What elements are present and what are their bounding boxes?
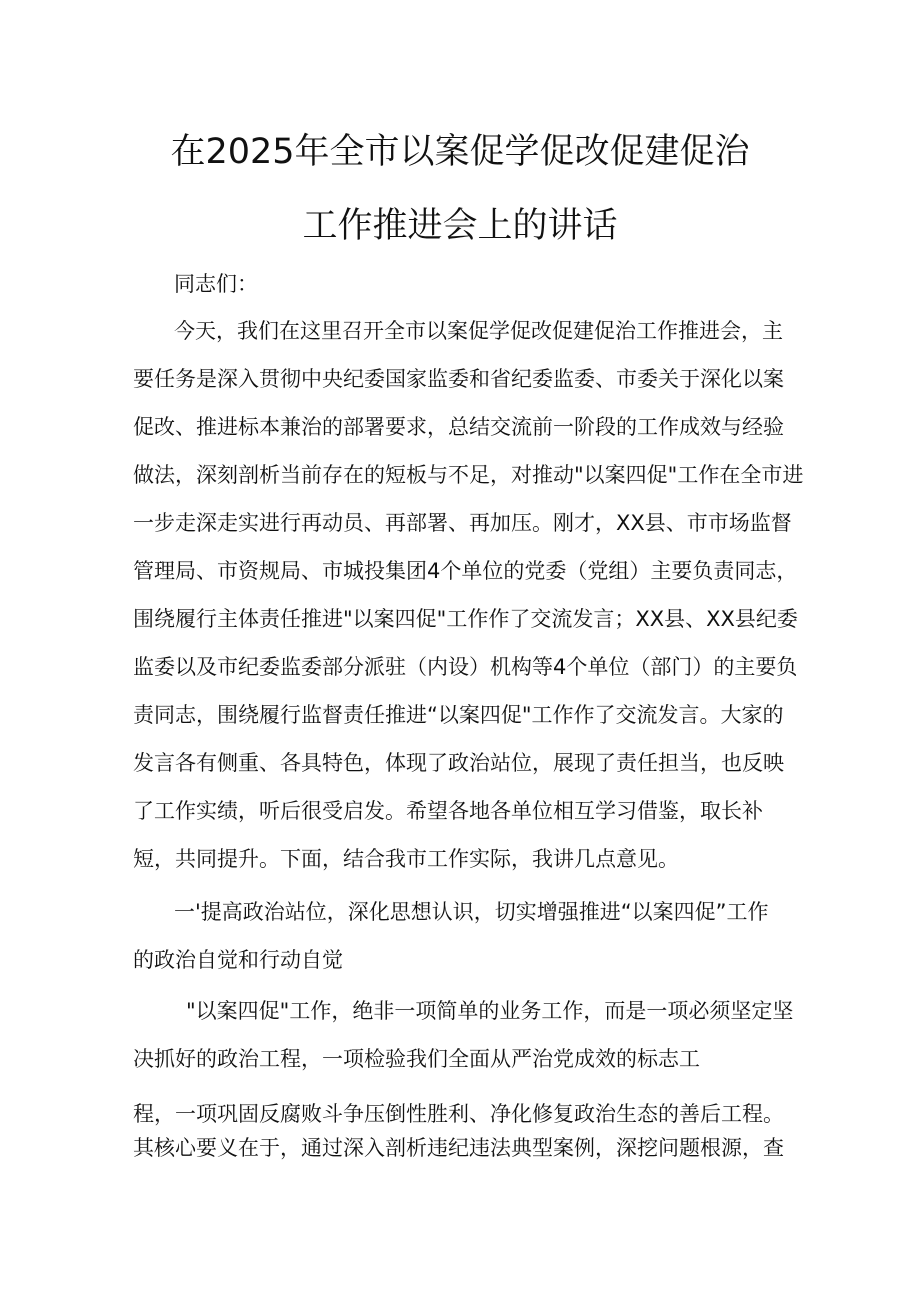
intro-line: 了工作实绩，听后很受启发。希望各地各单位相互学习借鉴，取长补 (133, 799, 763, 823)
intro-line: 管理局、市资规局、市城投集团4个单位的党委（党组）主要负责同志， (133, 559, 798, 583)
section-body-line: 其核心要义在于，通过深入剖析违纪违法典型案例，深挖问题根源，查 (133, 1136, 784, 1160)
intro-line: 发言各有侧重、各具特色，体现了政治站位，展现了责任担当，也反映 (133, 751, 784, 775)
intro-line: 促改、推进标本兼治的部署要求，总结交流前一阶段的工作成效与经验 (133, 415, 784, 439)
section-body-line: 决抓好的政治工程，一项检验我们全面从严治党成效的标志工 (133, 1047, 700, 1071)
section-body-line: 程，一项巩固反腐败斗争压倒性胜利、净化修复政治生态的善后工程。 (133, 1102, 784, 1126)
intro-line: 今天，我们在这里召开全市以案促学促改促建促治工作推进会，主 (174, 319, 783, 343)
intro-line: 监委以及市纪委监委部分派驻（内设）机构等4个单位（部门）的主要负 (133, 655, 798, 679)
section-heading-line: 一'提高政治站位，深化思想认识，切实增强推进“以案四促”工作 (174, 900, 769, 924)
intro-line: 要任务是深入贯彻中央纪委国家监委和省纪委监委、市委关于深化以案 (133, 367, 784, 391)
intro-line: 责同志，围绕履行监督责任推进“以案四促"工作作了交流发言。大家的 (133, 703, 784, 727)
section-body-line: "以案四促"工作，绝非一项简单的业务工作，而是一项必须坚定坚 (186, 999, 794, 1023)
document-title-line-2: 工作推进会上的讲话 (302, 206, 618, 246)
intro-line: 围绕履行主体责任推进"以案四促"工作作了交流发言；XX县、XX县纪委 (133, 607, 798, 631)
intro-line: 短，共同提升。下面，结合我市工作实际，我讲几点意见。 (133, 847, 679, 871)
intro-line: 一步走深走实进行再动员、再部署、再加压。刚才，XX县、市市场监督 (133, 511, 792, 535)
section-heading-line: 的政治自觉和行动自觉 (133, 948, 343, 972)
intro-line: 做法，深刻剖析当前存在的短板与不足，对推动"以案四促"工作在全市进 (133, 463, 804, 487)
document-title-line-1: 在2025年全市以案促学促改促建促治 (170, 132, 750, 172)
salutation: 同志们： (174, 272, 258, 296)
